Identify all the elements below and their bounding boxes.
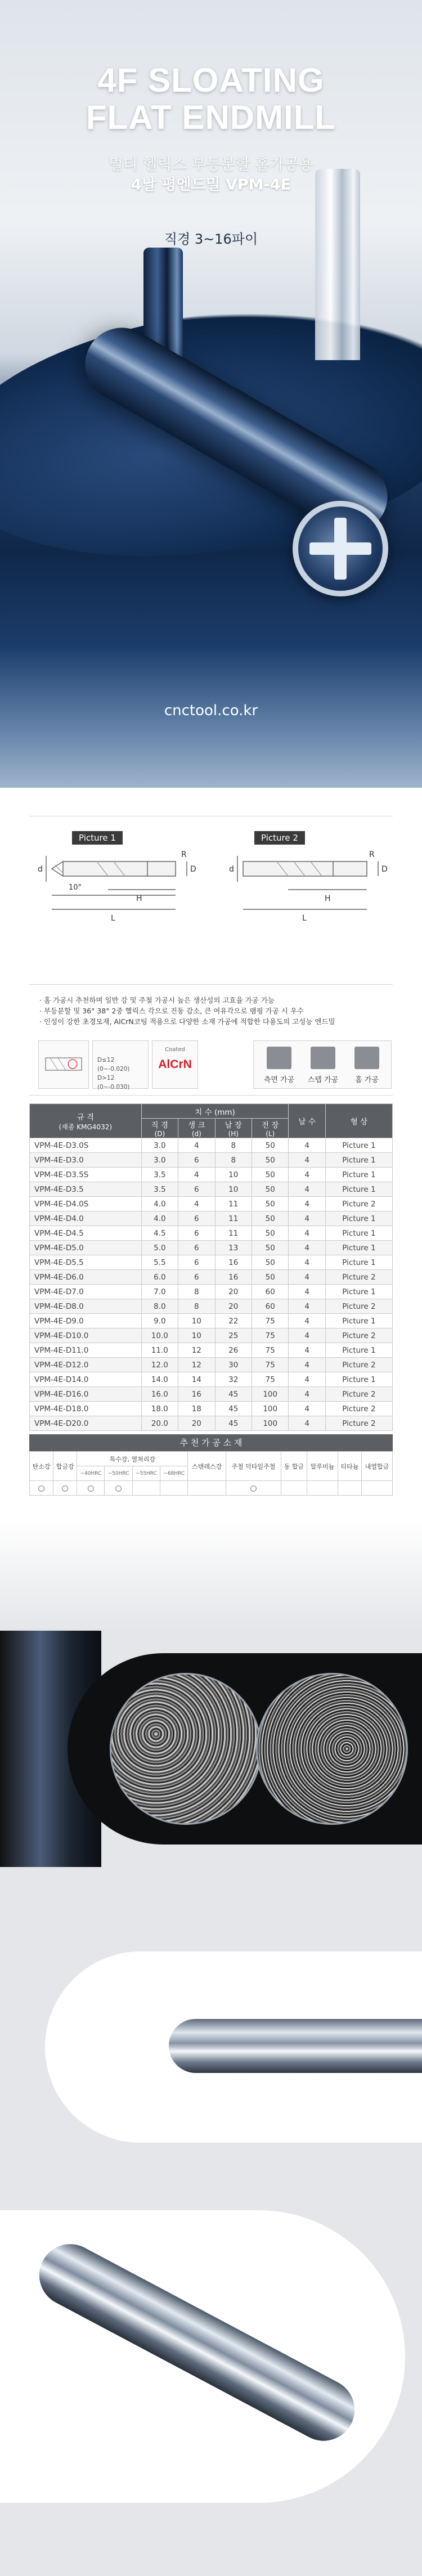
model-cell: VPM-4E-D8.0 bbox=[30, 1299, 142, 1314]
note-line: · 부등분할 및 36° 38° 2중 헬릭스 각으로 진동 감소, 큰 여유각으로 램핑 가공 시 우수 bbox=[39, 1006, 393, 1016]
table-cell: 50 bbox=[252, 1153, 289, 1168]
table-cell: 75 bbox=[252, 1358, 289, 1372]
col-flute-length-header bbox=[215, 1119, 252, 1138]
table-cell: 30 bbox=[215, 1358, 252, 1372]
model-cell: VPM-4E-D3.0 bbox=[30, 1153, 142, 1168]
model-cell: VPM-4E-D6.0 bbox=[30, 1270, 142, 1285]
materials-title: 추 천 가 공 소 재 bbox=[29, 1434, 393, 1451]
table-cell: 12.0 bbox=[141, 1358, 178, 1372]
page-footer-band bbox=[0, 2503, 422, 2576]
dim-D-label: D bbox=[190, 865, 196, 874]
header-model-label: 규 격 bbox=[77, 1112, 94, 1122]
table-cell: 4 bbox=[178, 1138, 215, 1153]
material-header: 주철 덕타일주철 bbox=[226, 1452, 281, 1481]
dim-d-label: d bbox=[38, 865, 43, 874]
side-milling-icon bbox=[267, 1047, 291, 1069]
table-cell: Picture 2 bbox=[325, 1387, 392, 1402]
model-cell: VPM-4E-D5.5 bbox=[30, 1255, 142, 1270]
table-cell: 6 bbox=[178, 1255, 215, 1270]
table-cell: 60 bbox=[252, 1299, 289, 1314]
tolerance-box bbox=[92, 1040, 149, 1089]
section-gap bbox=[0, 1867, 422, 1951]
table-cell: 4 bbox=[289, 1329, 325, 1343]
table-cell: 11 bbox=[215, 1197, 252, 1211]
table-cell: Picture 1 bbox=[325, 1255, 392, 1270]
table-cell: 6 bbox=[178, 1153, 215, 1168]
table-cell: 4.0 bbox=[141, 1197, 178, 1211]
dim-d-label-2: d bbox=[229, 865, 234, 874]
table-cell: 3.5 bbox=[141, 1168, 178, 1182]
hero-banner bbox=[0, 0, 422, 788]
table-cell: 100 bbox=[252, 1387, 289, 1402]
material-header: 내열합금 bbox=[362, 1452, 393, 1481]
table-cell: Picture 1 bbox=[325, 1314, 392, 1329]
picture1-label: Picture 1 bbox=[72, 831, 123, 845]
picture2-drawing bbox=[237, 856, 378, 909]
table-cell: 75 bbox=[252, 1372, 289, 1387]
col-overall-length-header bbox=[252, 1119, 289, 1138]
material-mark bbox=[362, 1481, 393, 1496]
table-row bbox=[30, 1285, 393, 1299]
table-cell: 20.0 bbox=[141, 1416, 178, 1431]
col-flutes-header: 날 수 bbox=[289, 1104, 325, 1138]
col-model-header bbox=[30, 1104, 142, 1138]
table-cell: 5.5 bbox=[141, 1255, 178, 1270]
picture2-label: Picture 2 bbox=[254, 831, 305, 845]
table-cell: Picture 2 bbox=[325, 1416, 392, 1431]
col-name: 날 장 bbox=[225, 1121, 242, 1130]
table-cell: 4 bbox=[289, 1416, 325, 1431]
flat-endmill-icon bbox=[39, 1041, 89, 1089]
table-row bbox=[30, 1168, 393, 1182]
col-diameter-header bbox=[141, 1119, 178, 1138]
table-cell: 20 bbox=[215, 1299, 252, 1314]
table-cell: 60 bbox=[252, 1285, 289, 1299]
process-side-milling bbox=[259, 1047, 299, 1084]
materials-table bbox=[29, 1451, 393, 1496]
table-cell: Picture 1 bbox=[325, 1372, 392, 1387]
table-cell: 50 bbox=[252, 1226, 289, 1241]
table-cell: Picture 2 bbox=[325, 1329, 392, 1343]
drawing-svg bbox=[29, 839, 393, 980]
process-step-milling bbox=[303, 1047, 343, 1084]
table-row bbox=[30, 1299, 393, 1314]
material-mark: ○ bbox=[105, 1481, 132, 1496]
col-name: 전 장 bbox=[262, 1121, 279, 1130]
table-cell: 4 bbox=[289, 1241, 325, 1255]
table-cell: 18.0 bbox=[141, 1402, 178, 1416]
table-cell: 4 bbox=[289, 1168, 325, 1182]
model-cell: VPM-4E-D5.0 bbox=[30, 1241, 142, 1255]
tolerance-line2: D>12 (0~-0.030) bbox=[97, 1075, 130, 1090]
table-cell: 32 bbox=[215, 1372, 252, 1387]
table-row bbox=[30, 1329, 393, 1343]
note-line: · 홈 가공시 추천하며 일반 강 및 주철 가공시 높은 생산성의 고효율 가공 가능 bbox=[39, 995, 393, 1006]
microstructure-image-left bbox=[110, 1673, 262, 1825]
table-row bbox=[30, 1314, 393, 1329]
table-row bbox=[30, 1211, 393, 1226]
picture1-drawing bbox=[46, 856, 187, 909]
table-cell: 4 bbox=[289, 1314, 325, 1329]
table-cell: 10 bbox=[215, 1182, 252, 1197]
hero-subtitle-line2: 4날 평엔드밀 VPM-4E bbox=[131, 176, 291, 194]
table-cell: 4 bbox=[289, 1153, 325, 1168]
section-divider bbox=[0, 1518, 422, 1631]
table-cell: Picture 1 bbox=[325, 1285, 392, 1299]
table-cell: 4 bbox=[289, 1387, 325, 1402]
spec-icon-row bbox=[29, 1034, 393, 1096]
table-cell: 8 bbox=[215, 1138, 252, 1153]
model-cell: VPM-4E-D14.0 bbox=[30, 1372, 142, 1387]
spec-table-body bbox=[30, 1138, 393, 1431]
endmill-angle-photo-section bbox=[0, 2210, 422, 2503]
table-cell: 3.0 bbox=[141, 1138, 178, 1153]
table-row bbox=[30, 1138, 393, 1153]
table-cell: 4 bbox=[289, 1343, 325, 1358]
model-cell: VPM-4E-D7.0 bbox=[30, 1285, 142, 1299]
table-cell: 6 bbox=[178, 1241, 215, 1255]
model-cell: VPM-4E-D9.0 bbox=[30, 1314, 142, 1329]
angle-label: 10° bbox=[69, 883, 82, 892]
col-name: 생 크 bbox=[188, 1121, 205, 1130]
table-cell: 45 bbox=[215, 1387, 252, 1402]
table-cell: 14.0 bbox=[141, 1372, 178, 1387]
table-row bbox=[30, 1416, 393, 1431]
table-row bbox=[30, 1226, 393, 1241]
endmill-side-image bbox=[169, 2019, 422, 2073]
table-cell: 18 bbox=[178, 1402, 215, 1416]
process-label: 홈 가공 bbox=[355, 1076, 379, 1084]
table-cell: 4 bbox=[289, 1270, 325, 1285]
material-mark bbox=[160, 1481, 188, 1496]
table-cell: 100 bbox=[252, 1416, 289, 1431]
material-mark: ○ bbox=[30, 1481, 53, 1496]
table-cell: 4 bbox=[289, 1372, 325, 1387]
table-cell: 10 bbox=[178, 1314, 215, 1329]
model-cell: VPM-4E-D3.5 bbox=[30, 1182, 142, 1197]
material-mark bbox=[132, 1481, 160, 1496]
hrc-range: ~40HRC bbox=[77, 1466, 105, 1481]
table-cell: 10 bbox=[178, 1329, 215, 1343]
table-cell: 6 bbox=[178, 1182, 215, 1197]
table-cell: 50 bbox=[252, 1241, 289, 1255]
table-row bbox=[30, 1241, 393, 1255]
material-header: 티타늄 bbox=[338, 1452, 361, 1481]
col-sym: (L) bbox=[266, 1130, 275, 1138]
table-cell: 11 bbox=[215, 1211, 252, 1226]
header-model-sub: (재종 KMG4032) bbox=[59, 1123, 113, 1131]
dim-D-label-2: D bbox=[381, 865, 388, 874]
process-types bbox=[253, 1040, 392, 1089]
table-cell: 8 bbox=[178, 1285, 215, 1299]
table-cell: 4 bbox=[289, 1226, 325, 1241]
material-marks-row bbox=[30, 1481, 393, 1496]
table-cell: 4 bbox=[178, 1197, 215, 1211]
note-line: · 인성이 강한 초경모재, AlCrN코팅 적용으로 다양한 소재 가공에 적합한 다용도의 고성능 엔드밀 bbox=[39, 1016, 393, 1027]
model-cell: VPM-4E-D4.0 bbox=[30, 1211, 142, 1226]
table-cell: 50 bbox=[252, 1211, 289, 1226]
table-cell: 50 bbox=[252, 1270, 289, 1285]
table-cell: 10 bbox=[215, 1168, 252, 1182]
table-cell: 4 bbox=[289, 1182, 325, 1197]
table-cell: Picture 2 bbox=[325, 1270, 392, 1285]
table-cell: Picture 1 bbox=[325, 1182, 392, 1197]
model-cell: VPM-4E-D10.0 bbox=[30, 1329, 142, 1343]
dim-H-label-2: H bbox=[325, 894, 331, 903]
table-cell: Picture 2 bbox=[325, 1358, 392, 1372]
hero-diameter-range: 직경 3~16파이 bbox=[164, 231, 258, 247]
section-gap bbox=[0, 2143, 422, 2210]
table-cell: 16.0 bbox=[141, 1387, 178, 1402]
tolerance-line1: D≤12 (0~-0.020) bbox=[97, 1057, 130, 1072]
col-name: 직 경 bbox=[151, 1121, 169, 1130]
table-cell: 100 bbox=[252, 1402, 289, 1416]
table-row bbox=[30, 1372, 393, 1387]
table-row bbox=[30, 1387, 393, 1402]
material-header: 동 합금 bbox=[281, 1452, 307, 1481]
model-cell: VPM-4E-D12.0 bbox=[30, 1358, 142, 1372]
table-cell: 22 bbox=[215, 1314, 252, 1329]
material-header: 알루미늄 bbox=[307, 1452, 338, 1481]
table-cell: 6 bbox=[178, 1270, 215, 1285]
hrc-range: ~55HRC bbox=[132, 1466, 160, 1481]
table-cell: 26 bbox=[215, 1343, 252, 1358]
material-mark: ○ bbox=[226, 1481, 281, 1496]
endmill-side-photo-section bbox=[0, 1951, 422, 2143]
model-cell: VPM-4E-D4.5 bbox=[30, 1226, 142, 1241]
material-mark bbox=[307, 1481, 338, 1496]
table-row bbox=[30, 1197, 393, 1211]
table-cell: 4 bbox=[289, 1197, 325, 1211]
model-cell: VPM-4E-D3.0S bbox=[30, 1138, 142, 1153]
table-cell: 8 bbox=[215, 1153, 252, 1168]
spacer bbox=[29, 1096, 393, 1103]
table-cell: 4 bbox=[178, 1168, 215, 1182]
table-cell: 4 bbox=[289, 1211, 325, 1226]
coating-name: AlCrN bbox=[158, 1058, 192, 1071]
table-cell: 45 bbox=[215, 1416, 252, 1431]
hero-title-line1: 4F SLOATING bbox=[97, 61, 325, 99]
hero-title bbox=[0, 62, 422, 136]
table-row bbox=[30, 1358, 393, 1372]
col-sym: (D) bbox=[154, 1130, 165, 1138]
table-cell: 12 bbox=[178, 1358, 215, 1372]
table-cell: 4.0 bbox=[141, 1211, 178, 1226]
material-mark: ○ bbox=[53, 1481, 77, 1496]
material-header: 탄소강 bbox=[30, 1452, 53, 1481]
website-url[interactable]: cnctool.co.kr bbox=[164, 702, 258, 719]
table-row bbox=[30, 1182, 393, 1197]
table-cell: 16 bbox=[215, 1255, 252, 1270]
model-cell: VPM-4E-D16.0 bbox=[30, 1387, 142, 1402]
microstructure-image-right bbox=[256, 1673, 408, 1825]
hero-subtitle-line1: 멀티 헬릭스 부등분할 홈가공용 bbox=[108, 156, 314, 173]
table-cell: 20 bbox=[178, 1416, 215, 1431]
col-dims-header: 치 수 (mm) bbox=[141, 1104, 289, 1119]
material-mark bbox=[281, 1481, 307, 1496]
material-mark: ○ bbox=[77, 1481, 105, 1496]
table-cell: 11.0 bbox=[141, 1343, 178, 1358]
process-label: 스텝 가공 bbox=[307, 1076, 339, 1084]
tool-profile-icon bbox=[38, 1040, 89, 1089]
dim-R-label: R bbox=[181, 850, 187, 859]
tolerance-text bbox=[97, 1056, 148, 1092]
table-cell: 16 bbox=[215, 1270, 252, 1285]
table-row bbox=[30, 1255, 393, 1270]
table-cell: 4 bbox=[289, 1255, 325, 1270]
table-cell: 4 bbox=[289, 1285, 325, 1299]
table-cell: 45 bbox=[215, 1402, 252, 1416]
table-cell: Picture 1 bbox=[325, 1138, 392, 1153]
table-cell: 4 bbox=[289, 1299, 325, 1314]
model-cell: VPM-4E-D18.0 bbox=[30, 1402, 142, 1416]
flute-shape bbox=[334, 518, 347, 580]
col-shape-header: 형 상 bbox=[325, 1104, 392, 1138]
table-cell: 50 bbox=[252, 1168, 289, 1182]
table-row bbox=[30, 1402, 393, 1416]
table-cell: Picture 2 bbox=[325, 1402, 392, 1416]
microstructure-photo-section bbox=[0, 1631, 422, 1867]
table-cell: 6.0 bbox=[141, 1270, 178, 1285]
table-cell: 75 bbox=[252, 1314, 289, 1329]
table-cell: 6 bbox=[178, 1226, 215, 1241]
table-cell: 50 bbox=[252, 1182, 289, 1197]
table-cell: 4 bbox=[289, 1402, 325, 1416]
model-cell: VPM-4E-D11.0 bbox=[30, 1343, 142, 1358]
table-cell: 3.0 bbox=[141, 1153, 178, 1168]
table-cell: 14 bbox=[178, 1372, 215, 1387]
table-cell: Picture 2 bbox=[325, 1197, 392, 1211]
table-cell: 50 bbox=[252, 1138, 289, 1153]
model-cell: VPM-4E-D20.0 bbox=[30, 1416, 142, 1431]
material-header: 합금강 bbox=[53, 1452, 77, 1481]
table-cell: 16 bbox=[178, 1387, 215, 1402]
table-cell: 4 bbox=[289, 1138, 325, 1153]
hero-title-line2: FLAT ENDMILL bbox=[86, 98, 336, 136]
dim-H-label: H bbox=[136, 894, 142, 903]
material-mark bbox=[338, 1481, 361, 1496]
step-milling-icon bbox=[311, 1047, 335, 1069]
table-cell: 50 bbox=[252, 1197, 289, 1211]
table-cell: 10.0 bbox=[141, 1329, 178, 1343]
hrc-range: ~50HRC bbox=[105, 1466, 132, 1481]
table-cell: 12 bbox=[178, 1343, 215, 1358]
table-cell: 4.5 bbox=[141, 1226, 178, 1241]
col-sym: (d) bbox=[191, 1130, 201, 1138]
dim-L-label-2: L bbox=[302, 914, 307, 923]
process-label: 측면 가공 bbox=[263, 1076, 295, 1084]
table-cell: Picture 1 bbox=[325, 1241, 392, 1255]
model-cell: VPM-4E-D3.5S bbox=[30, 1168, 142, 1182]
process-slot-milling bbox=[347, 1047, 387, 1084]
table-cell: 11 bbox=[215, 1226, 252, 1241]
spec-section bbox=[0, 788, 422, 1518]
table-cell: 75 bbox=[252, 1343, 289, 1358]
dim-L-label: L bbox=[111, 914, 115, 923]
table-cell: 13 bbox=[215, 1241, 252, 1255]
spacer bbox=[29, 788, 393, 816]
hrc-range: ~68HRC bbox=[160, 1466, 188, 1481]
col-shank-header bbox=[178, 1119, 215, 1138]
coating-label: Coated bbox=[165, 1047, 185, 1053]
dim-R-label-2: R bbox=[369, 850, 375, 859]
table-cell: Picture 1 bbox=[325, 1168, 392, 1182]
table-cell: Picture 1 bbox=[325, 1211, 392, 1226]
feature-notes bbox=[29, 985, 393, 1034]
material-header: 특수강, 열처리강 bbox=[77, 1452, 188, 1466]
table-cell: 3.5 bbox=[141, 1182, 178, 1197]
endmill-tip-closeup bbox=[293, 501, 388, 596]
endmill-silver-image bbox=[315, 169, 360, 360]
table-row bbox=[30, 1343, 393, 1358]
table-cell: Picture 1 bbox=[325, 1153, 392, 1168]
table-cell: 8 bbox=[178, 1299, 215, 1314]
slot-milling-icon bbox=[354, 1047, 379, 1069]
table-cell: 75 bbox=[252, 1329, 289, 1343]
spec-table bbox=[29, 1103, 393, 1431]
table-row bbox=[30, 1270, 393, 1285]
table-row bbox=[30, 1153, 393, 1168]
table-cell: 5.0 bbox=[141, 1241, 178, 1255]
table-cell: 25 bbox=[215, 1329, 252, 1343]
table-cell: 9.0 bbox=[141, 1314, 178, 1329]
table-cell: Picture 1 bbox=[325, 1343, 392, 1358]
material-mark bbox=[188, 1481, 226, 1496]
technical-drawings bbox=[29, 816, 393, 985]
table-cell: 7.0 bbox=[141, 1285, 178, 1299]
table-cell: 6 bbox=[178, 1211, 215, 1226]
model-cell: VPM-4E-D4.0S bbox=[30, 1197, 142, 1211]
material-header: 스텐레스강 bbox=[188, 1452, 226, 1481]
col-sym: (H) bbox=[228, 1130, 239, 1138]
table-cell: 4 bbox=[289, 1358, 325, 1372]
table-cell: 20 bbox=[215, 1285, 252, 1299]
coating-badge bbox=[152, 1040, 198, 1089]
table-cell: Picture 2 bbox=[325, 1299, 392, 1314]
table-cell: Picture 1 bbox=[325, 1226, 392, 1241]
table-cell: 50 bbox=[252, 1255, 289, 1270]
table-cell: 8.0 bbox=[141, 1299, 178, 1314]
